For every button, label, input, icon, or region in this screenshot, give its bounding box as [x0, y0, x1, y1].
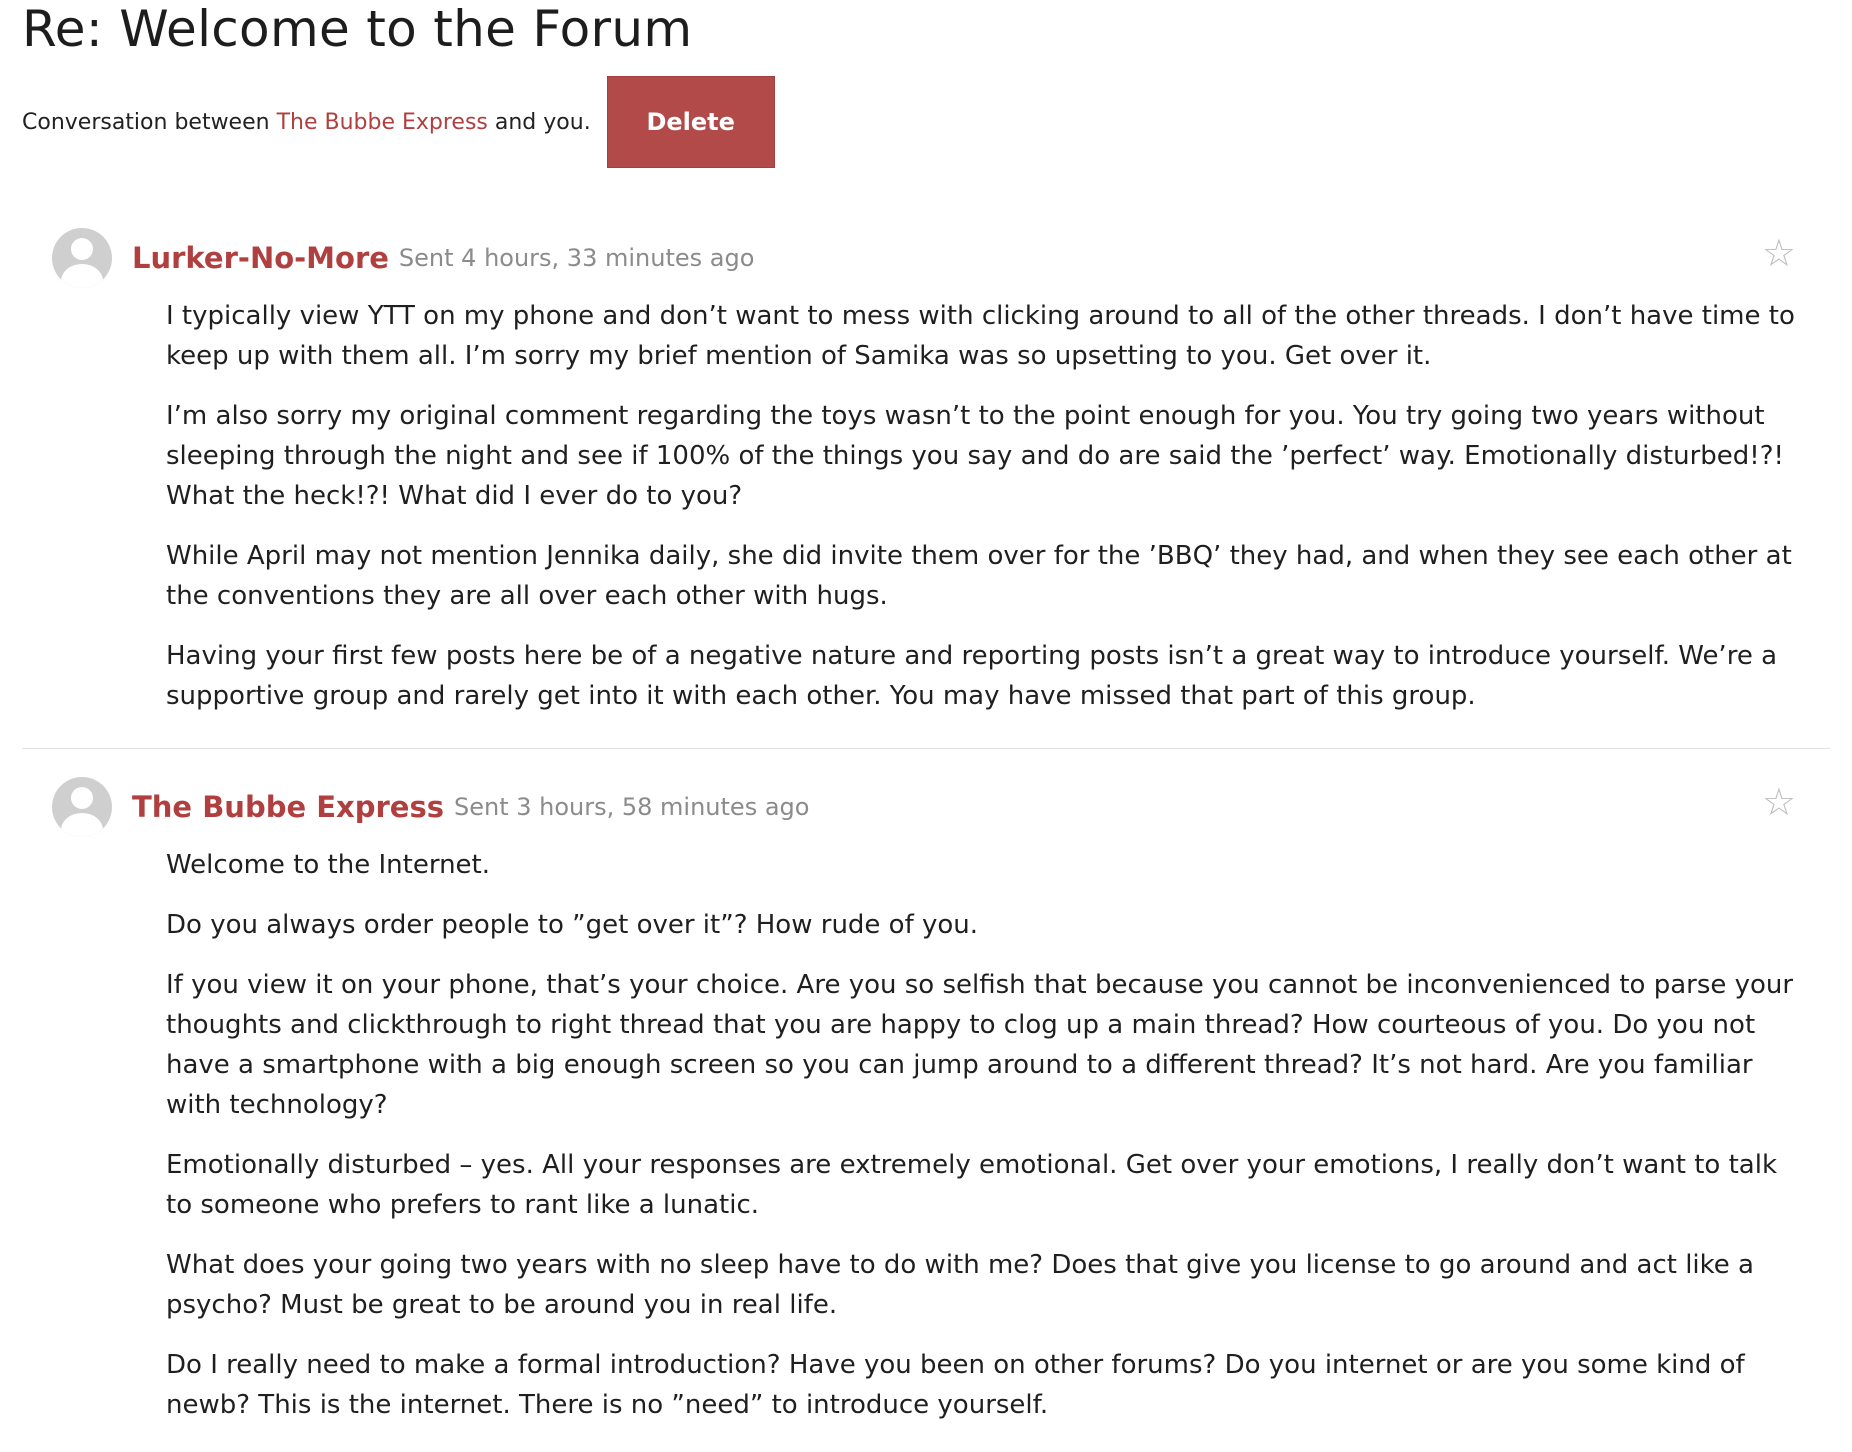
- message-item: [22, 748, 1830, 1425]
- message-paragraph: Do you always order people to ”get over it”? How rude of you.: [166, 910, 979, 940]
- message-paragraph: I typically view YTT on my phone and don’t want to mess with clicking around to all of the other threads. I don’t have time to keep up with them all. I’m sorry my brief mention of Samika was so upsetting to you. Get over it.: [166, 301, 1795, 371]
- delete-button[interactable]: Delete: [607, 76, 775, 168]
- message-paragraph: I’m also sorry my original comment regarding the toys wasn’t to the point enough for you. You try going two years without sleeping through the night and see if 100% of the things you say and do are said the ’perfect’ way. Emotionally disturbed!?! What the heck!?! What did I ever do to you?: [166, 401, 1784, 511]
- message-paragraph: Emotionally disturbed – yes. All your responses are extremely emotional. Get over your emotions, I really don’t want to talk to someone who prefers to rant like a lunatic.: [166, 1150, 1777, 1220]
- message-paragraph: Welcome to the Internet.: [166, 850, 490, 880]
- participants-text: [22, 110, 591, 135]
- message-header: [52, 777, 1810, 837]
- message-paragraph: If you view it on your phone, that’s your choice. Are you so selfish that because you cannot be inconvenienced to parse your thoughts and clickthrough to right thread that you are happy to clog up a main thread? How courteous of you. Do you not have a smartphone with a big enough screen so you can jump around to a different thread? It’s not hard. Are you familiar with technology?: [166, 970, 1794, 1120]
- message-paragraph: Do I really need to make a formal introduction? Have you been on other forums? Do you internet or are you some kind of newb? This is the internet. There is no ”need” to introduce yourself.: [166, 1350, 1745, 1420]
- message-body: [166, 296, 1810, 716]
- participants-prefix: Conversation between: [22, 109, 277, 135]
- star-icon[interactable]: ☆: [1761, 780, 1796, 824]
- sent-timestamp: Sent 3 hours, 58 minutes ago: [454, 793, 810, 821]
- message-paragraph: Having your first few posts here be of a negative nature and reporting posts isn’t a great way to introduce yourself. We’re a supportive group and rarely get into it with each other. You may have missed that part of this group.: [166, 641, 1778, 711]
- message-item: [22, 228, 1830, 716]
- avatar[interactable]: [52, 777, 112, 837]
- page-title: Re: Welcome to the Forum: [22, 0, 693, 58]
- message-paragraph: While April may not mention Jennika daily, she did invite them over for the ’BBQ’ they had, and when they see each other at the conventions they are all over each other with hugs.: [166, 541, 1792, 611]
- conversation-header: [22, 76, 1830, 168]
- message-paragraph: What does your going two years with no sleep have to do with me? Does that give you license to go around and act like a psycho? Must be great to be around you in real life.: [166, 1250, 1754, 1320]
- sender-name-link[interactable]: The Bubbe Express: [132, 790, 444, 824]
- avatar-body-shape: [61, 264, 103, 288]
- star-icon[interactable]: ☆: [1761, 231, 1796, 275]
- avatar-head-shape: [71, 787, 93, 809]
- participants-suffix: and you.: [487, 109, 591, 135]
- sent-timestamp: Sent 4 hours, 33 minutes ago: [398, 244, 755, 272]
- participant-link-the-bubbe-express[interactable]: The Bubbe Express: [276, 109, 488, 135]
- avatar[interactable]: [52, 228, 112, 288]
- sender-name-link[interactable]: Lurker-No-More: [132, 241, 389, 275]
- message-header: [52, 228, 1810, 288]
- message-body: [166, 845, 1810, 1425]
- avatar-body-shape: [61, 813, 103, 837]
- avatar-head-shape: [71, 238, 93, 260]
